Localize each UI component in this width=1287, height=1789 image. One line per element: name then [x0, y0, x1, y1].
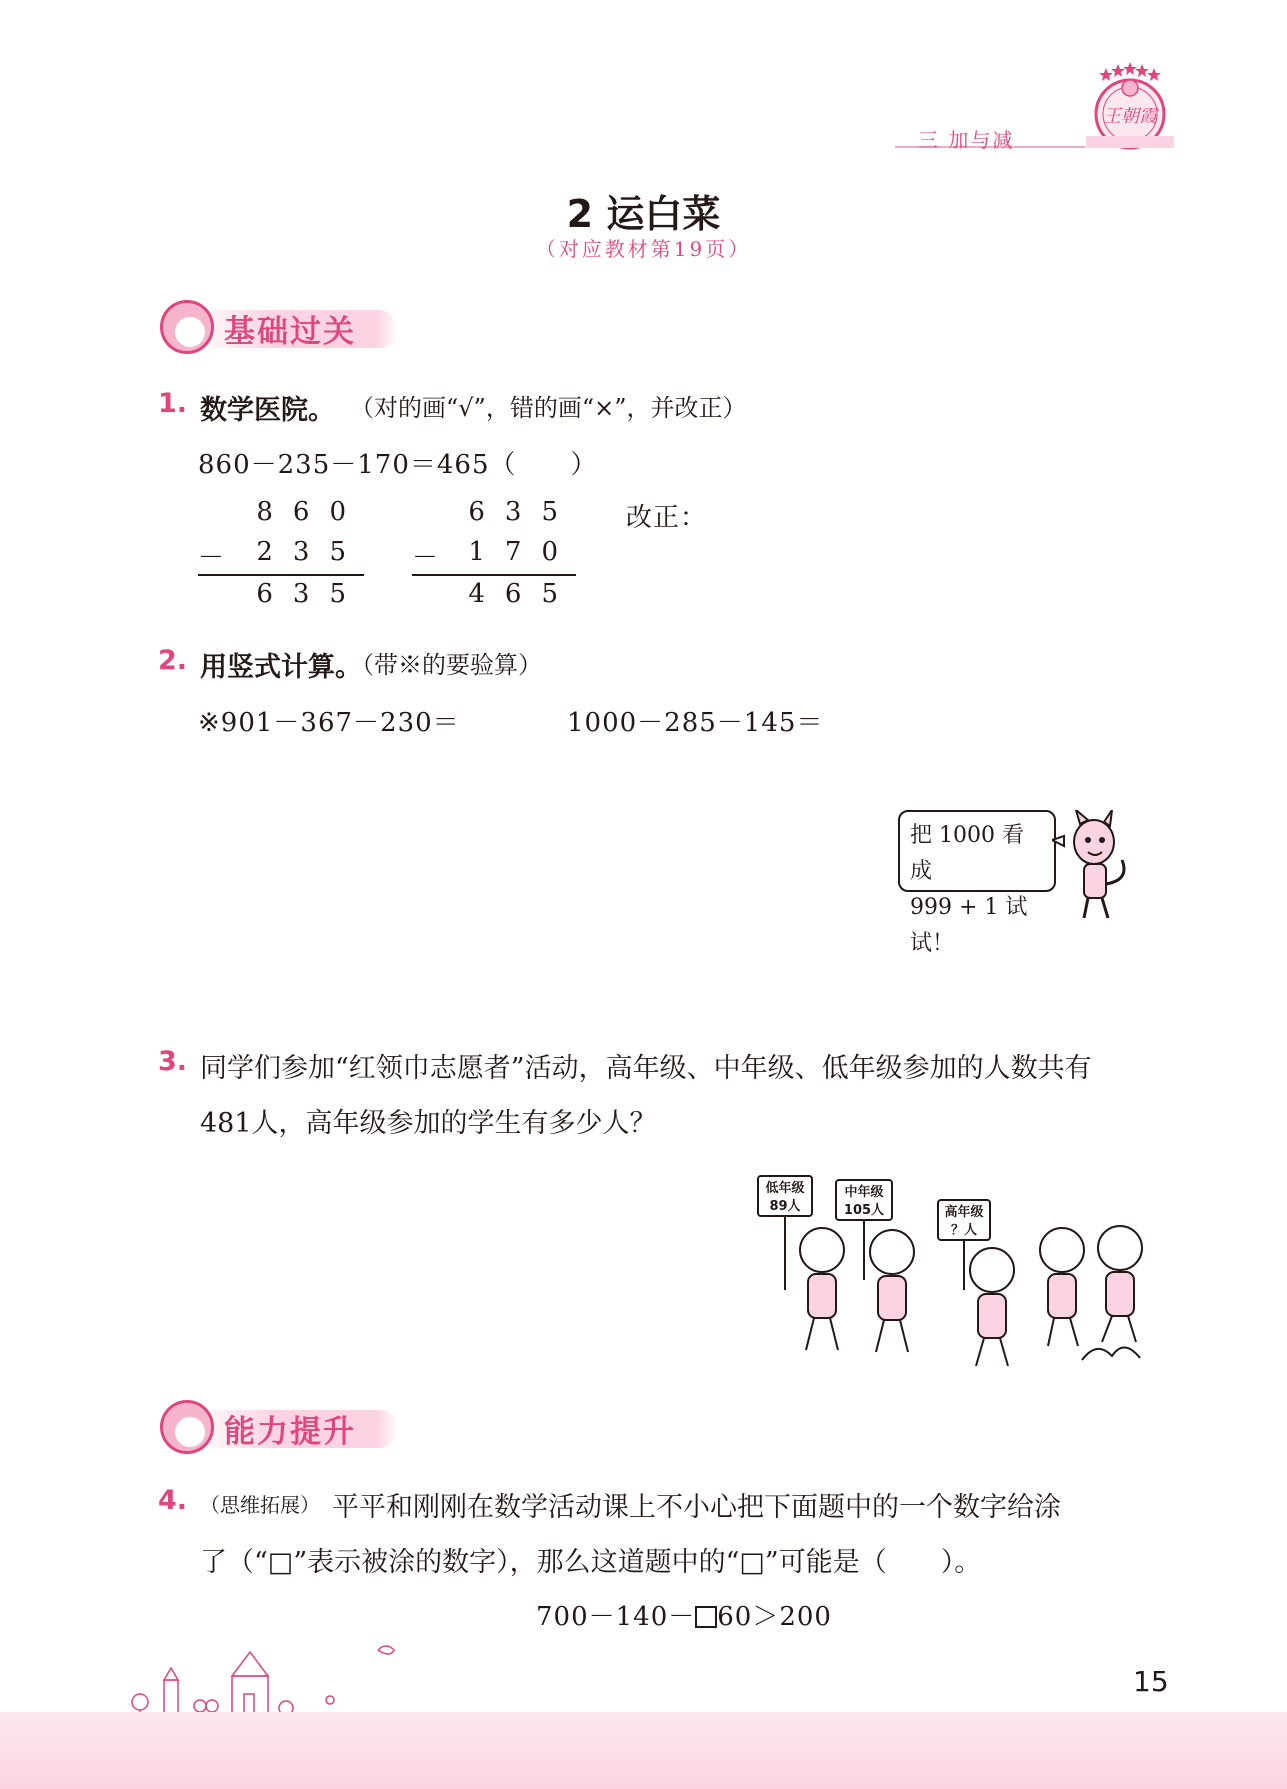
q1-title: 数学医院。	[200, 395, 335, 426]
q1-vertical-calc-a	[198, 497, 366, 615]
hint-bubble	[898, 810, 1056, 956]
q1-instruction: （对的画“√”，错的画“×”，并改正）	[350, 394, 747, 422]
q2-expression-a: ※901－367－230＝	[198, 708, 460, 738]
sign-mid-line-2: 105人	[843, 1203, 885, 1218]
blank-box	[695, 1606, 717, 1628]
mascot-cat-icon	[1052, 810, 1142, 922]
q4-expression-left: 700－140－	[536, 1602, 696, 1632]
q2-expression-b: 1000－285－145＝	[567, 708, 824, 738]
calc-b-result: 465	[468, 579, 578, 609]
hint-line-1: 把 1000 看成	[910, 823, 1024, 884]
lesson-subtitle: （对应教材第19页）	[535, 237, 752, 261]
section-title-advanced: 能力提升	[224, 1414, 356, 1450]
q1-expression: 860－235－170＝465（ ）	[198, 450, 598, 480]
footer-band	[0, 1712, 1287, 1789]
section-banner-basic	[160, 298, 400, 356]
calc-b-top: 635	[468, 497, 578, 527]
sign-high-line-2: ？人	[950, 1223, 978, 1238]
mascot-icon	[160, 300, 214, 354]
calc-a-result: 635	[256, 579, 366, 609]
calc-a-minus: －	[198, 543, 225, 573]
brand-logo	[1072, 58, 1180, 154]
students-parade-illustration	[752, 1170, 1157, 1375]
calc-a-subtrahend: 235	[256, 537, 366, 567]
sign-low-line-2: 89人	[769, 1199, 801, 1214]
calc-b-rule	[412, 574, 576, 576]
q2-instruction: （带※的要验算）	[350, 651, 542, 679]
page-number: 15	[1133, 1665, 1169, 1698]
mascot-icon	[160, 1400, 214, 1454]
calc-a-top: 860	[256, 497, 366, 527]
chapter-tab: 三 加与减	[918, 128, 1015, 152]
q1-correction-label: 改正：	[626, 503, 708, 533]
sign-high-line-1: 高年级	[944, 1205, 984, 1220]
q4-line-2: 了（“□”表示被涂的数字），那么这道题中的“□”可能是（ ）。	[200, 1547, 982, 1578]
footer-decoration	[120, 1640, 440, 1720]
q2-title: 用竖式计算。	[200, 652, 362, 683]
q3-line-1: 同学们参加“红领巾志愿者”活动，高年级、中年级、低年级参加的人数共有	[200, 1053, 1092, 1084]
q4-expression-right: 60＞200	[717, 1602, 832, 1632]
q4-line-1: 平平和刚刚在数学活动课上不小心把下面题中的一个数字给涂	[332, 1492, 1061, 1523]
calc-b-minus: －	[412, 543, 439, 573]
q4-tag: （思维拓展）	[200, 1493, 320, 1517]
logo-text: 王朝霞	[1103, 106, 1157, 127]
q2-number: 2.	[158, 645, 188, 676]
q3-line-2: 481人，高年级参加的学生有多少人？	[200, 1108, 657, 1139]
section-title-basic: 基础过关	[224, 314, 356, 350]
calc-a-rule	[198, 574, 364, 576]
calc-b-subtrahend: 170	[468, 537, 578, 567]
q4-number: 4.	[158, 1485, 188, 1516]
sign-mid-line-1: 中年级	[844, 1185, 884, 1200]
q1-vertical-calc-b	[412, 497, 578, 615]
q3-number: 3.	[158, 1046, 188, 1077]
q1-number: 1.	[158, 388, 188, 419]
lesson-title: 2 运白菜	[566, 192, 721, 236]
sign-low-line-1: 低年级	[765, 1181, 805, 1196]
section-banner-advanced	[160, 1398, 400, 1456]
q4-expression	[536, 1596, 832, 1633]
hint-line-2: 999 + 1 试试！	[910, 895, 1028, 956]
